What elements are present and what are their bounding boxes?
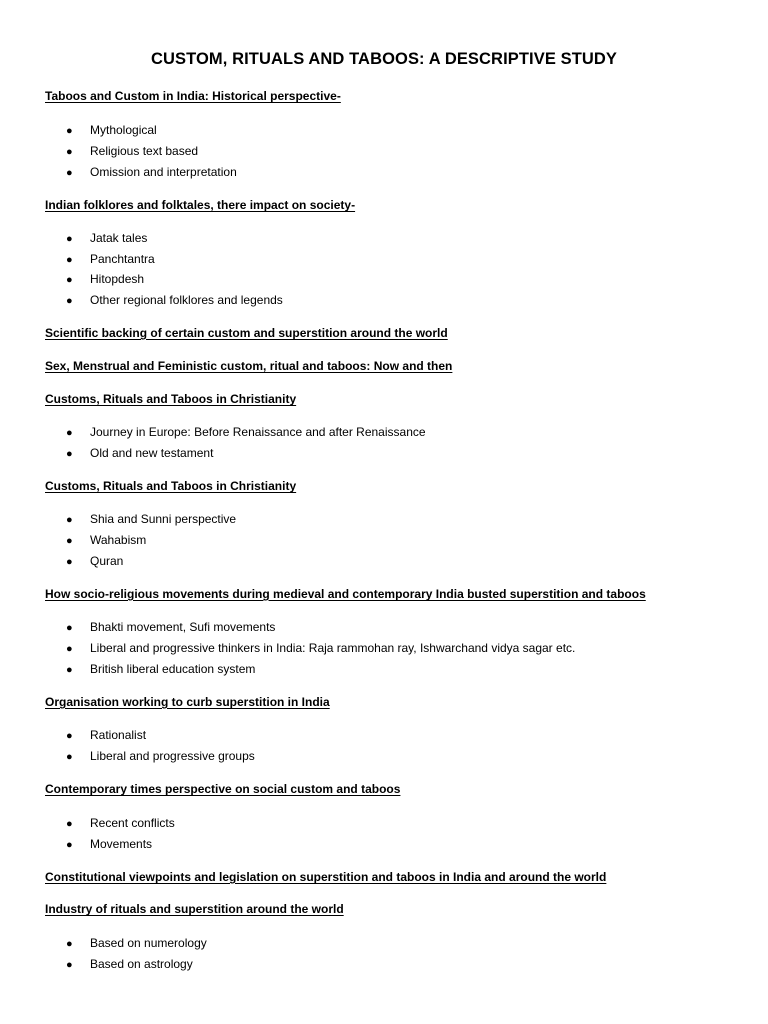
list-item: ● Quran bbox=[66, 554, 124, 568]
list-item: ● Hitopdesh bbox=[66, 272, 145, 286]
bullet-icon: ● bbox=[66, 556, 73, 568]
section-heading: Constitutional viewpoints and legislation on superstition and taboos in India and around the world bbox=[45, 870, 607, 884]
section-heading: Contemporary times perspective on social custom and taboos bbox=[45, 782, 401, 796]
bullet-icon: ● bbox=[66, 818, 73, 830]
list-item: ● Omission and interpretation bbox=[66, 165, 237, 179]
list-item: ● Rationalist bbox=[66, 728, 147, 742]
section-heading: Customs, Rituals and Taboos in Christianity bbox=[45, 479, 297, 493]
section-heading: Customs, Rituals and Taboos in Christianity bbox=[45, 392, 297, 406]
bullet-icon: ● bbox=[66, 839, 73, 851]
bullet-icon: ● bbox=[66, 643, 73, 655]
bullet-icon: ● bbox=[66, 664, 73, 676]
bullet-icon: ● bbox=[66, 514, 73, 526]
bullet-icon: ● bbox=[66, 938, 73, 950]
bullet-icon: ● bbox=[66, 125, 73, 137]
list-item: ● Old and new testament bbox=[66, 446, 214, 460]
list-item: ● Mythological bbox=[66, 123, 157, 137]
bullet-icon: ● bbox=[66, 146, 73, 158]
bullet-icon: ● bbox=[66, 233, 73, 245]
bullet-icon: ● bbox=[66, 959, 73, 971]
section-heading: How socio-religious movements during medieval and contemporary India busted superstition and taboos bbox=[45, 587, 646, 601]
section-heading: Sex, Menstrual and Feministic custom, ritual and taboos: Now and then bbox=[45, 359, 453, 373]
list-item: ● Wahabism bbox=[66, 533, 147, 547]
bullet-icon: ● bbox=[66, 427, 73, 439]
list-item: ● Based on astrology bbox=[66, 957, 193, 971]
bullet-icon: ● bbox=[66, 448, 73, 460]
list-item: ● Panchtantra bbox=[66, 252, 155, 266]
section-heading: Taboos and Custom in India: Historical perspective- bbox=[45, 89, 341, 103]
bullet-icon: ● bbox=[66, 295, 73, 307]
document-title: CUSTOM, RITUALS AND TABOOS: A DESCRIPTIVE STUDY bbox=[150, 50, 618, 68]
section-heading: Indian folklores and folktales, there impact on society- bbox=[45, 198, 356, 212]
bullet-icon: ● bbox=[66, 274, 73, 286]
bullet-icon: ● bbox=[66, 622, 73, 634]
list-item: ● Jatak tales bbox=[66, 231, 148, 245]
bullet-icon: ● bbox=[66, 751, 73, 763]
list-item: ● Liberal and progressive thinkers in India: Raja rammohan ray, Ishwarchand vidya sagar etc. bbox=[66, 641, 576, 655]
list-item: ● Journey in Europe: Before Renaissance and after Renaissance bbox=[66, 425, 426, 439]
list-item: ● British liberal education system bbox=[66, 662, 256, 676]
section-heading: Industry of rituals and superstition around the world bbox=[45, 902, 344, 916]
section-heading: Scientific backing of certain custom and superstition around the world bbox=[45, 326, 448, 340]
bullet-icon: ● bbox=[66, 167, 73, 179]
list-item: ● Other regional folklores and legends bbox=[66, 293, 283, 307]
list-item: ● Shia and Sunni perspective bbox=[66, 512, 237, 526]
list-item: ● Religious text based bbox=[66, 144, 199, 158]
bullet-icon: ● bbox=[66, 254, 73, 266]
list-item: ● Bhakti movement, Sufi movements bbox=[66, 620, 276, 634]
list-item: ● Movements bbox=[66, 837, 153, 851]
list-item: ● Based on numerology bbox=[66, 936, 207, 950]
list-item: ● Liberal and progressive groups bbox=[66, 749, 255, 763]
bullet-icon: ● bbox=[66, 535, 73, 547]
bullet-icon: ● bbox=[66, 730, 73, 742]
list-item: ● Recent conflicts bbox=[66, 816, 175, 830]
section-heading: Organisation working to curb superstition in India bbox=[45, 695, 330, 709]
